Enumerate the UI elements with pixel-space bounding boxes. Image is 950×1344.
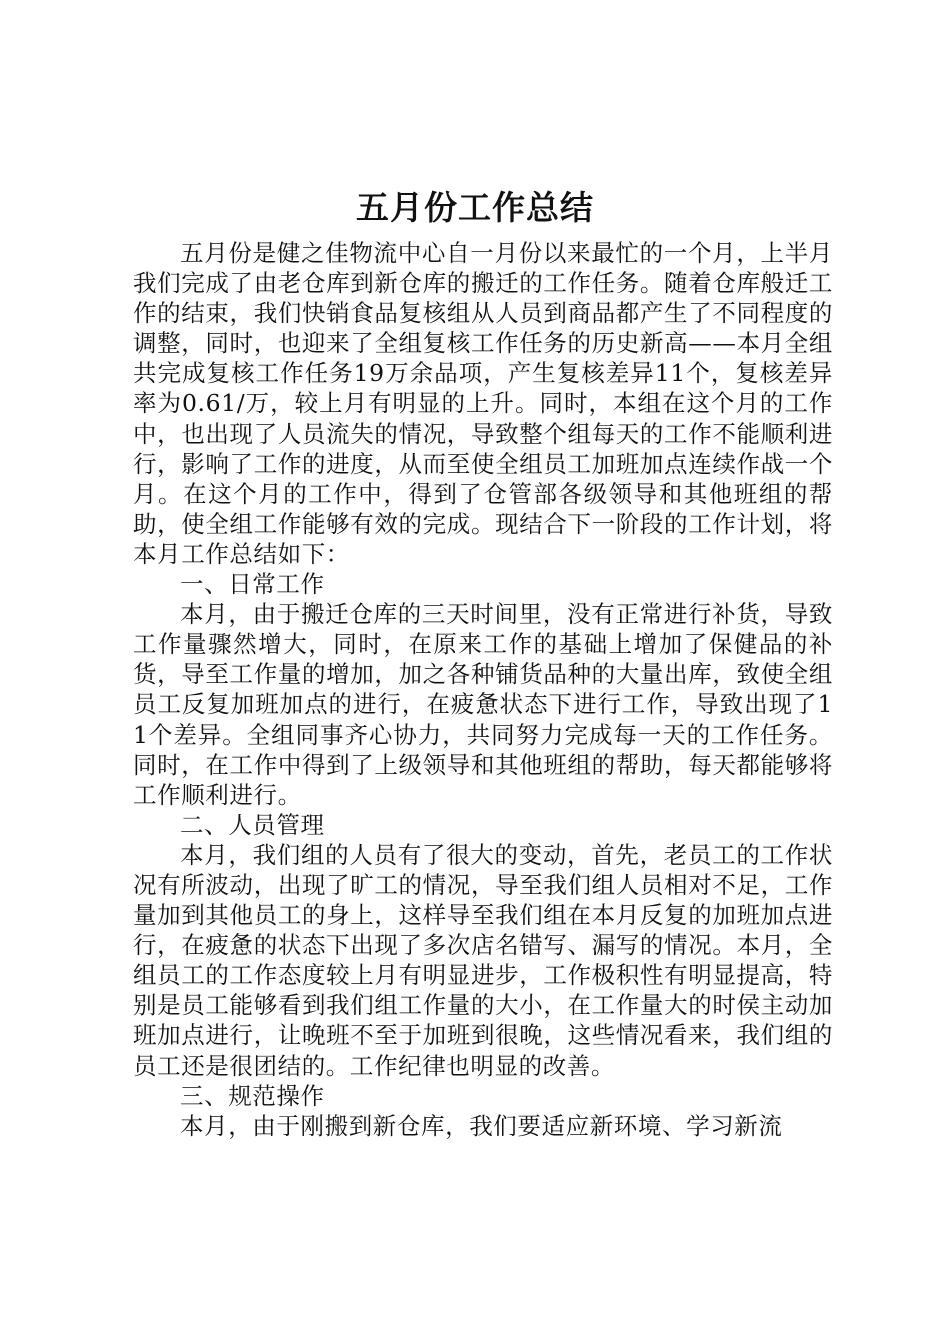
daily-work-paragraph: 本月，由于搬迁仓库的三天时间里，没有正常进行补货，导致工作量骤然增大，同时，在原来工作的基础上增加了保健品的补货，导至工作量的增加，加之各种铺货品种的大量出库，致使全组员工反复加班加点的进行，在疲惫状态下进行工作，导致出现了11个差异。全组同事齐心协力，共同努力完成每一天的工作任务。同时，在工作中得到了上级领导和其他班组的帮助，每天都能够将工作顺利进行。: [133, 600, 833, 809]
section-heading-daily-work: 一、日常工作: [180, 570, 325, 599]
section-heading-staff-management: 二、人员管理: [180, 810, 325, 839]
staff-management-paragraph: 本月，我们组的人员有了很大的变动，首先，老员工的工作状况有所波动，出现了旷工的情况，导至我们组人员相对不足，工作量加到其他员工的身上，这样导至我们组在本月反复的加班加点进行，在疲惫的状态下出现了多次店名错写、漏写的情况。本月，全组员工的工作态度较上月有明显进步，工作极积性有明显提高，特别是员工能够看到我们组工作量的大小，在工作量大的时侯主动加班加点进行，让晚班不至于加班到很晚，这些情况看来，我们组的员工还是很团结的。工作纪律也明显的改善。: [133, 840, 833, 1080]
intro-paragraph: 五月份是健之佳物流中心自一月份以来最忙的一个月，上半月我们完成了由老仓库到新仓库的搬迁的工作任务。随着仓库般迁工作的结束，我们快销食品复核组从人员到商品都产生了不同程度的调整，同时，也迎来了全组复核工作任务的历史新高——本月全组共完成复核工作任务19万余品项，产生复核差异11个，复核差异率为0.61/万，较上月有明显的上升。同时，本组在这个月的工作中，也出现了人员流失的情况，导致整个组每天的工作不能顺利进行，影响了工作的进度，从而至使全组员工加班加点连续作战一个月。在这个月的工作中，得到了仓管部各级领导和其他班组的帮助，使全组工作能够有效的完成。现结合下一阶段的工作计划，将本月工作总结如下：: [133, 239, 833, 568]
standard-operation-paragraph: 本月，由于刚搬到新仓库，我们要适应新环境、学习新流: [180, 1111, 783, 1140]
document-body: [133, 238, 833, 1141]
document-title: 五月份工作总结: [356, 188, 594, 227]
section-heading-standard-operation: 三、规范操作: [180, 1081, 325, 1110]
